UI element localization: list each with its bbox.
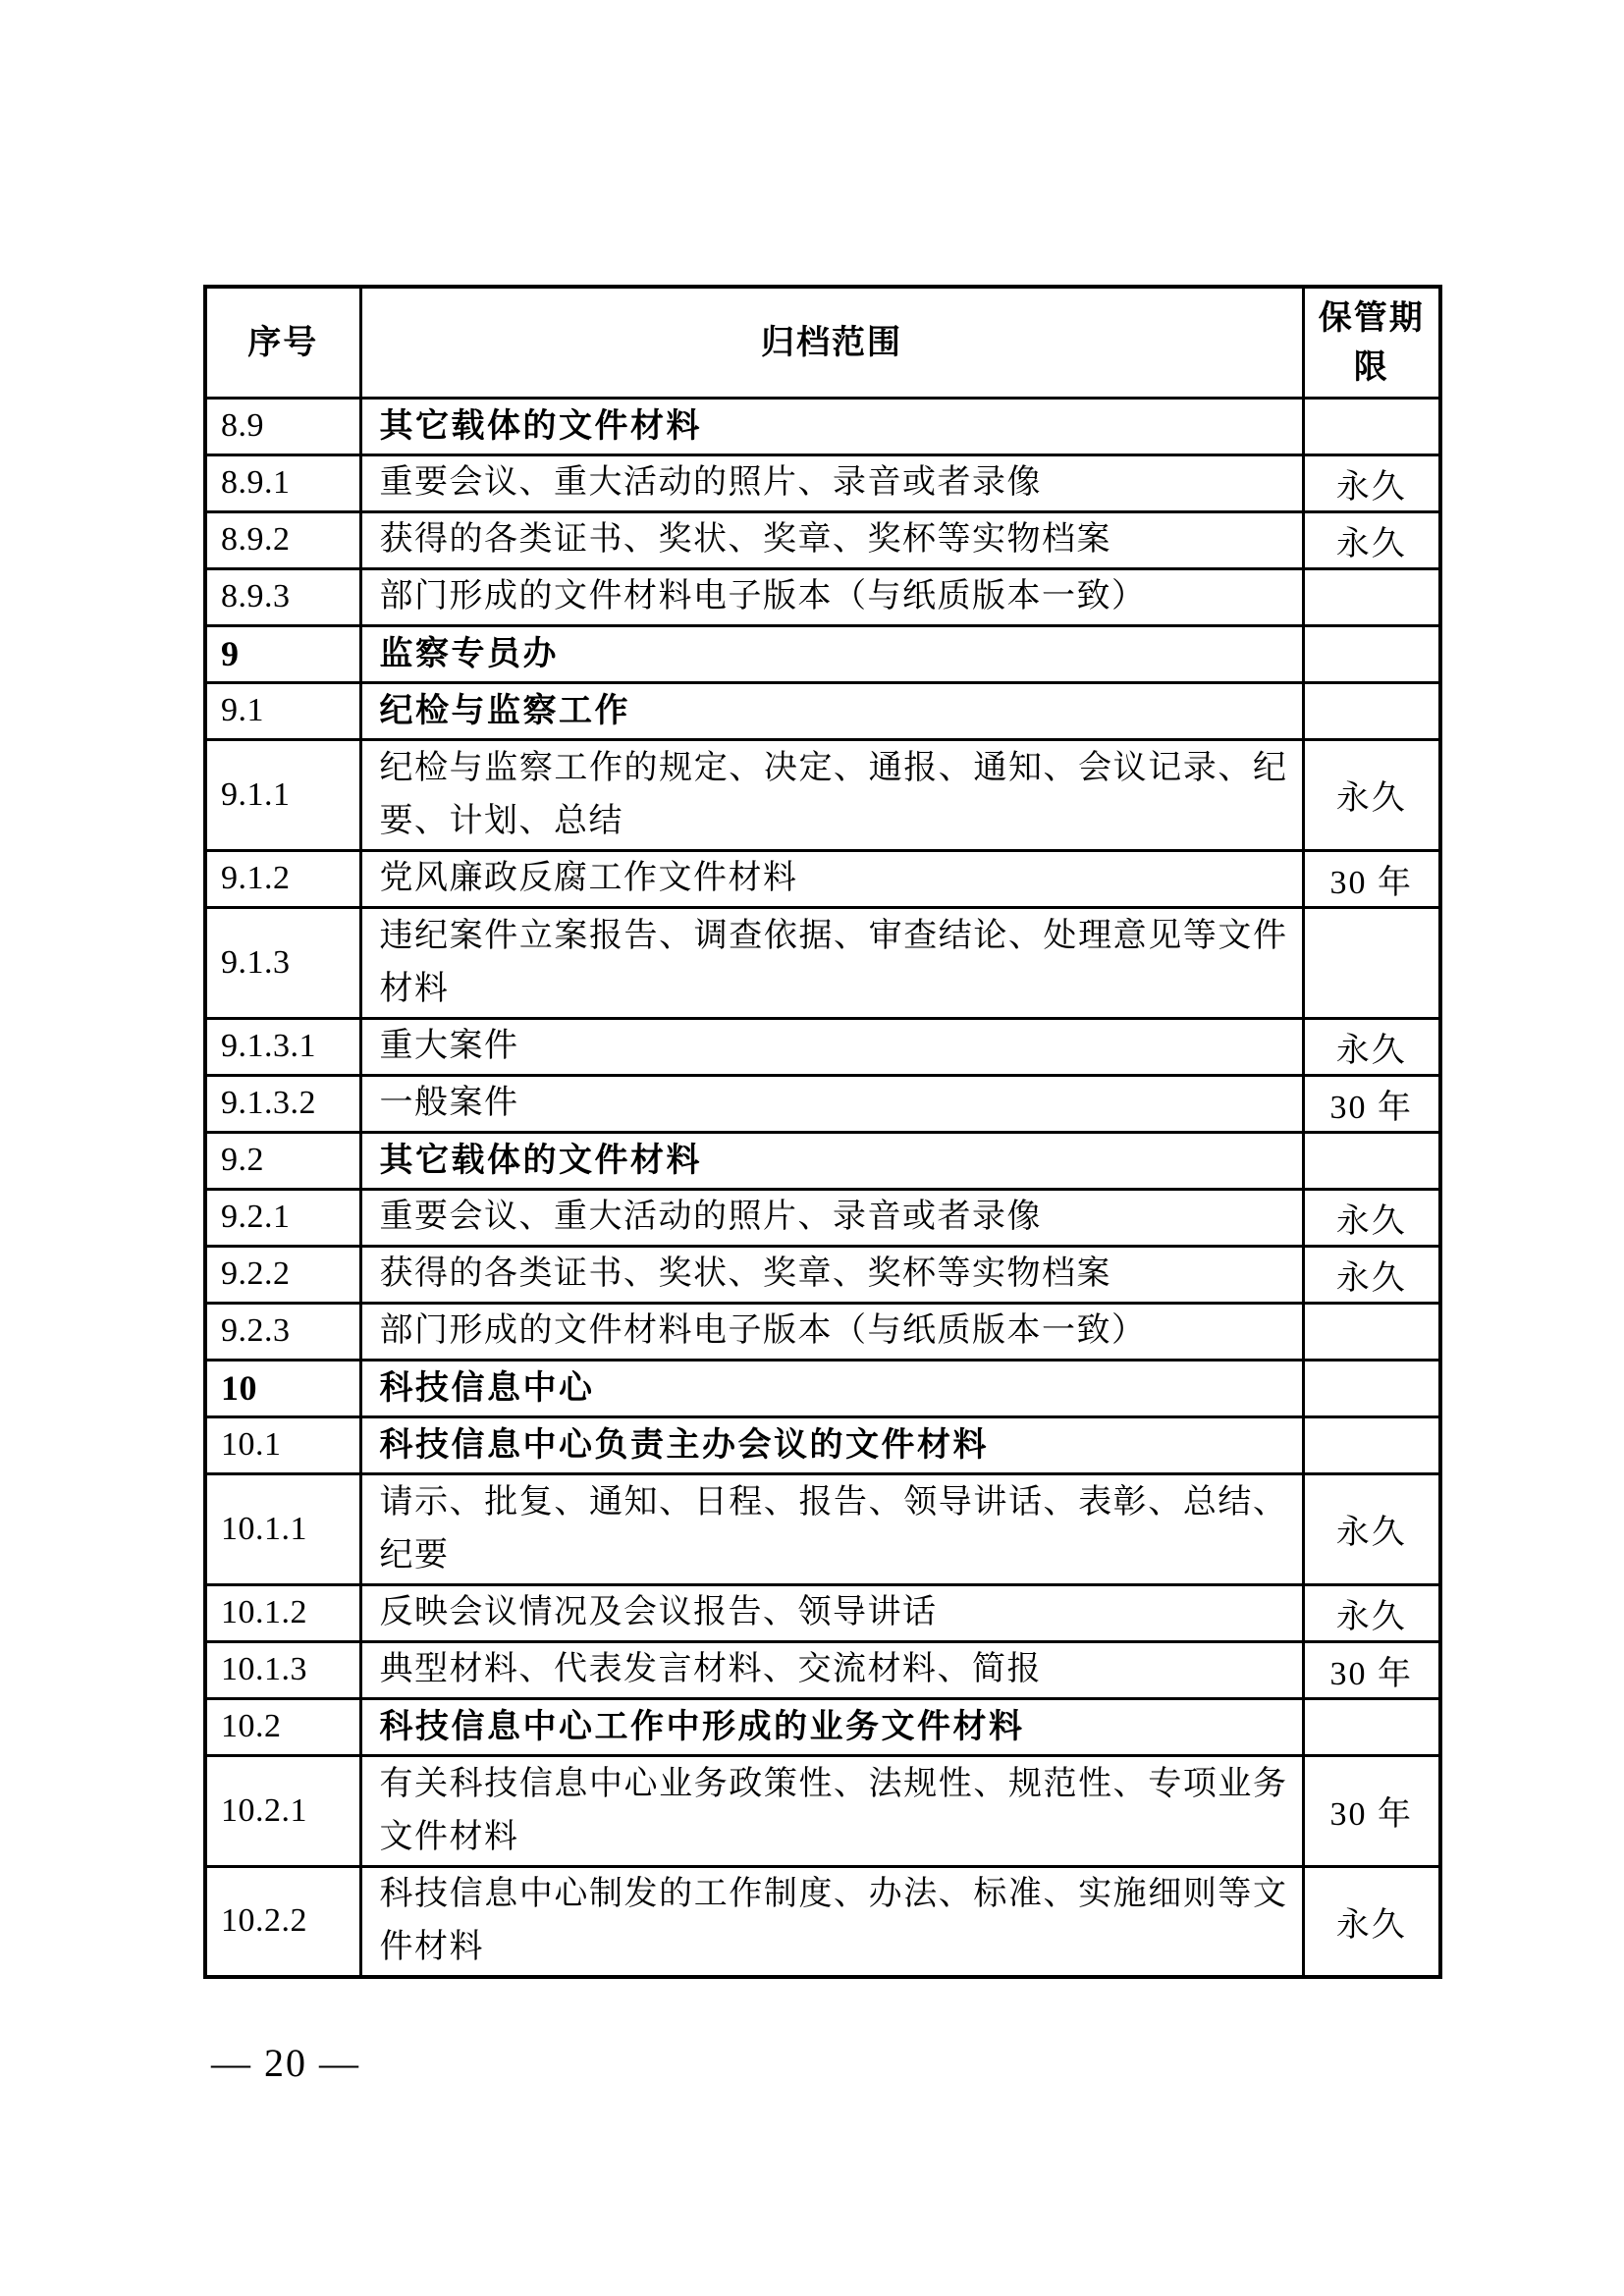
table-row [205, 625, 1440, 682]
row-archive-scope: 科技信息中心 [360, 1360, 1303, 1416]
row-retention-period: 30 年 [1303, 850, 1440, 907]
header-serial-number: 序号 [205, 287, 360, 398]
row-retention-period [1303, 1416, 1440, 1473]
archive-scope-table [203, 285, 1442, 1979]
row-archive-scope: 重要会议、重大活动的照片、录音或者录像 [360, 1189, 1303, 1246]
row-archive-scope: 典型材料、代表发言材料、交流材料、简报 [360, 1641, 1303, 1698]
row-serial-number: 9.1.3 [205, 907, 360, 1018]
table-row [205, 907, 1440, 1018]
row-retention-period: 30 年 [1303, 1641, 1440, 1698]
table-row [205, 511, 1440, 568]
row-archive-scope: 科技信息中心制发的工作制度、办法、标准、实施细则等文件材料 [360, 1866, 1303, 1977]
table-row [205, 1416, 1440, 1473]
row-retention-period: 永久 [1303, 511, 1440, 568]
row-archive-scope: 其它载体的文件材料 [360, 398, 1303, 454]
page-number: — 20 — [211, 2041, 360, 2085]
row-retention-period: 30 年 [1303, 1075, 1440, 1132]
row-serial-number: 10.2.2 [205, 1866, 360, 1977]
table-header-row [205, 287, 1440, 398]
row-archive-scope: 纪检与监察工作的规定、决定、通报、通知、会议记录、纪要、计划、总结 [360, 739, 1303, 850]
header-retention-period: 保管期限 [1303, 287, 1440, 398]
table-row [205, 1755, 1440, 1866]
table-row [205, 568, 1440, 625]
row-archive-scope: 有关科技信息中心业务政策性、法规性、规范性、专项业务文件材料 [360, 1755, 1303, 1866]
row-archive-scope: 部门形成的文件材料电子版本（与纸质版本一致） [360, 1303, 1303, 1360]
row-serial-number: 10.1.1 [205, 1473, 360, 1584]
table-row [205, 1641, 1440, 1698]
row-serial-number: 9.2 [205, 1132, 360, 1189]
table-row [205, 1473, 1440, 1584]
table-row [205, 398, 1440, 454]
row-serial-number: 9.1.3.2 [205, 1075, 360, 1132]
row-archive-scope: 请示、批复、通知、日程、报告、领导讲话、表彰、总结、纪要 [360, 1473, 1303, 1584]
row-retention-period: 永久 [1303, 1866, 1440, 1977]
table-row [205, 1246, 1440, 1303]
table-body [205, 398, 1440, 1977]
row-serial-number: 10.1.2 [205, 1584, 360, 1641]
row-serial-number: 10.1.3 [205, 1641, 360, 1698]
row-retention-period: 永久 [1303, 1584, 1440, 1641]
row-serial-number: 10.2.1 [205, 1755, 360, 1866]
row-retention-period [1303, 568, 1440, 625]
table-row [205, 1075, 1440, 1132]
row-retention-period [1303, 907, 1440, 1018]
row-serial-number: 8.9 [205, 398, 360, 454]
row-serial-number: 9.1 [205, 682, 360, 739]
row-archive-scope: 部门形成的文件材料电子版本（与纸质版本一致） [360, 568, 1303, 625]
row-serial-number: 9.2.1 [205, 1189, 360, 1246]
row-serial-number: 10 [205, 1360, 360, 1416]
table-row [205, 1584, 1440, 1641]
row-archive-scope: 其它载体的文件材料 [360, 1132, 1303, 1189]
row-retention-period: 30 年 [1303, 1755, 1440, 1866]
row-retention-period: 永久 [1303, 1473, 1440, 1584]
row-retention-period [1303, 1132, 1440, 1189]
row-retention-period [1303, 1303, 1440, 1360]
row-serial-number: 9.1.3.1 [205, 1018, 360, 1075]
row-serial-number: 9 [205, 625, 360, 682]
row-archive-scope: 科技信息中心工作中形成的业务文件材料 [360, 1698, 1303, 1755]
row-archive-scope: 获得的各类证书、奖状、奖章、奖杯等实物档案 [360, 1246, 1303, 1303]
row-retention-period [1303, 1360, 1440, 1416]
row-serial-number: 9.1.1 [205, 739, 360, 850]
header-archive-scope: 归档范围 [360, 287, 1303, 398]
row-retention-period: 永久 [1303, 739, 1440, 850]
row-serial-number: 8.9.2 [205, 511, 360, 568]
row-archive-scope: 党风廉政反腐工作文件材料 [360, 850, 1303, 907]
table-row [205, 682, 1440, 739]
row-serial-number: 10.2 [205, 1698, 360, 1755]
table-row [205, 1866, 1440, 1977]
table-row [205, 454, 1440, 511]
row-serial-number: 8.9.3 [205, 568, 360, 625]
table-row [205, 1018, 1440, 1075]
row-archive-scope: 反映会议情况及会议报告、领导讲话 [360, 1584, 1303, 1641]
row-retention-period: 永久 [1303, 1189, 1440, 1246]
row-retention-period [1303, 625, 1440, 682]
table-row [205, 739, 1440, 850]
row-serial-number: 9.1.2 [205, 850, 360, 907]
table-row [205, 850, 1440, 907]
row-serial-number: 9.2.2 [205, 1246, 360, 1303]
row-archive-scope: 重大案件 [360, 1018, 1303, 1075]
row-retention-period: 永久 [1303, 1246, 1440, 1303]
row-retention-period [1303, 682, 1440, 739]
row-archive-scope: 科技信息中心负责主办会议的文件材料 [360, 1416, 1303, 1473]
row-serial-number: 10.1 [205, 1416, 360, 1473]
row-serial-number: 9.2.3 [205, 1303, 360, 1360]
row-retention-period [1303, 398, 1440, 454]
row-archive-scope: 获得的各类证书、奖状、奖章、奖杯等实物档案 [360, 511, 1303, 568]
table-row [205, 1360, 1440, 1416]
table-row [205, 1132, 1440, 1189]
row-archive-scope: 重要会议、重大活动的照片、录音或者录像 [360, 454, 1303, 511]
row-retention-period: 永久 [1303, 1018, 1440, 1075]
row-retention-period [1303, 1698, 1440, 1755]
row-retention-period: 永久 [1303, 454, 1440, 511]
table-row [205, 1303, 1440, 1360]
row-archive-scope: 纪检与监察工作 [360, 682, 1303, 739]
row-archive-scope: 违纪案件立案报告、调查依据、审查结论、处理意见等文件材料 [360, 907, 1303, 1018]
table-row [205, 1189, 1440, 1246]
row-archive-scope: 一般案件 [360, 1075, 1303, 1132]
row-serial-number: 8.9.1 [205, 454, 360, 511]
row-archive-scope: 监察专员办 [360, 625, 1303, 682]
table-row [205, 1698, 1440, 1755]
